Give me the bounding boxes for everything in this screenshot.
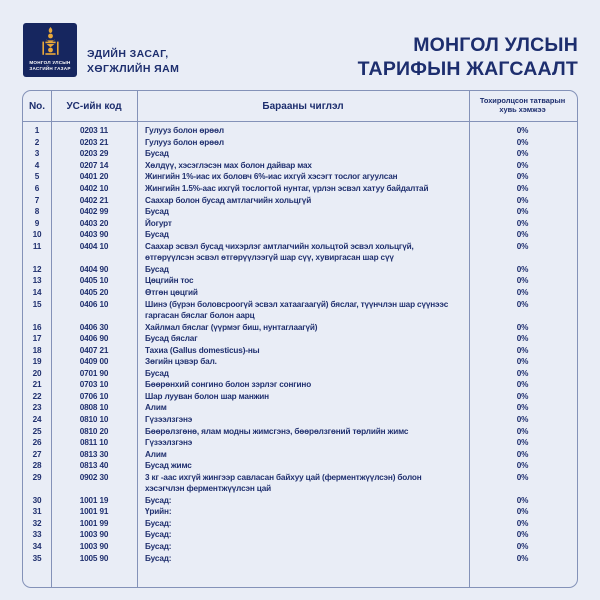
cell-rate: 0% [516, 276, 529, 286]
cell-desc: Алим [145, 449, 167, 459]
cell-desc: Гулууз болон өрөөл [145, 137, 224, 147]
cell-no: 21 [32, 380, 42, 390]
cell-no: 18 [32, 345, 42, 355]
page-title-line1: МОНГОЛ УЛСЫН [413, 34, 578, 56]
cell-desc: Хайлмал бяслаг (үүрмэг биш, нунтаглаагүй) [145, 322, 318, 332]
table-row [23, 229, 577, 241]
cell-desc: Өтгөн цөцгий [145, 287, 198, 297]
cell-code: 0701 90 [79, 368, 109, 378]
table-row [23, 553, 577, 565]
cell-no: 29 [32, 472, 42, 482]
cell-desc: Шар лууван болон шар манжин [145, 391, 269, 401]
table-row [23, 391, 577, 403]
table-row [23, 125, 577, 137]
cell-no: 32 [32, 518, 42, 528]
cell-desc: Жингийн 1.5%-аас ихгүй тослогтой нунтаг, үрлэн эсвэл хатуу байдалтай [145, 184, 429, 194]
table-row [23, 506, 577, 518]
cell-rate: 0% [516, 368, 529, 378]
cell-code: 0203 11 [79, 126, 109, 136]
cell-code: 0811 10 [79, 438, 109, 448]
cell-desc: Цөцгийн тос [145, 276, 194, 286]
cell-rate: 0% [516, 207, 529, 217]
cell-rate: 0% [516, 426, 529, 436]
ministry-name-line2: ХӨГЖЛИЙН ЯАМ [87, 63, 180, 75]
table-row [23, 206, 577, 218]
cell-rate: 0% [516, 507, 529, 517]
cell-desc: Бусад: [145, 530, 172, 540]
table-row [23, 299, 577, 322]
column-header-code: УС-ийн код [66, 100, 122, 112]
cell-code: 1003 90 [79, 530, 109, 540]
cell-code: 0407 21 [79, 345, 109, 355]
cell-desc: Бөөрөнхий сонгино болон зэрлэг сонгино [145, 380, 312, 390]
cell-no: 1 [34, 126, 40, 136]
logo-caption [23, 60, 77, 72]
cell-rate: 0% [516, 160, 529, 170]
cell-code: 0810 20 [79, 426, 109, 436]
cell-rate: 0% [516, 391, 529, 401]
cell-code: 0404 90 [79, 264, 109, 274]
cell-no: 9 [34, 218, 40, 228]
cell-code: 1001 19 [79, 495, 109, 505]
table-row [23, 333, 577, 345]
cell-rate: 0% [516, 218, 529, 228]
cell-no: 25 [32, 426, 42, 436]
cell-no: 2 [34, 137, 40, 147]
cell-rate: 0% [516, 287, 529, 297]
cell-code: 0405 20 [79, 287, 109, 297]
table-row [23, 529, 577, 541]
cell-no: 27 [32, 449, 42, 459]
column-header-rate: Тохиролцсон татварын хувь хэмжээ [479, 96, 566, 114]
cell-no: 13 [32, 276, 42, 286]
table-row [23, 275, 577, 287]
cell-no: 14 [32, 287, 42, 297]
table-header [23, 91, 577, 122]
cell-rate: 0% [516, 299, 529, 309]
cell-no: 19 [32, 357, 42, 367]
cell-no: 10 [32, 230, 42, 240]
cell-rate: 0% [516, 149, 529, 159]
cell-rate: 0% [516, 553, 529, 563]
cell-no: 15 [32, 299, 42, 309]
cell-rate: 0% [516, 334, 529, 344]
cell-code: 0813 40 [79, 461, 109, 471]
government-logo [23, 23, 77, 77]
table-row [23, 322, 577, 334]
table-row [23, 414, 577, 426]
cell-rate: 0% [516, 195, 529, 205]
cell-code: 0706 10 [79, 391, 109, 401]
cell-no: 34 [32, 541, 42, 551]
cell-code: 1001 91 [79, 507, 109, 517]
table-row [23, 518, 577, 530]
cell-code: 0403 90 [79, 230, 109, 240]
cell-rate: 0% [516, 126, 529, 136]
cell-desc: Бусад жимс [145, 461, 192, 471]
cell-code: 0402 10 [79, 184, 109, 194]
table-row [23, 541, 577, 553]
table-row [23, 195, 577, 207]
cell-desc: Бусад бяслаг [145, 334, 198, 344]
cell-rate: 0% [516, 184, 529, 194]
cell-rate: 0% [516, 345, 529, 355]
cell-desc: Бусад [145, 264, 169, 274]
cell-no: 7 [34, 195, 40, 205]
logo-caption-line2: ЗАСГИЙН ГАЗАР [29, 66, 71, 72]
cell-code: 0406 10 [79, 299, 109, 309]
table-row [23, 241, 577, 264]
cell-desc: Шинэ (бүрэн боловсроогүй эсвэл хатаагаагүй) бяслаг, түүнчлэн шар сүүнээс гаргасан бяслаг болон аарц [145, 299, 449, 321]
cell-no: 11 [32, 241, 42, 251]
soyombo-icon [23, 26, 77, 58]
cell-no: 3 [34, 149, 40, 159]
cell-rate: 0% [516, 449, 529, 459]
cell-no: 4 [34, 160, 40, 170]
cell-desc: Зөгийн цэвэр бал. [145, 357, 217, 367]
cell-no: 30 [32, 495, 42, 505]
table-row [23, 218, 577, 230]
cell-no: 35 [32, 553, 42, 563]
cell-code: 0406 90 [79, 334, 109, 344]
cell-code: 0810 10 [79, 414, 109, 424]
cell-no: 5 [34, 172, 40, 182]
cell-code: 0203 29 [79, 149, 109, 159]
cell-code: 0406 30 [79, 322, 109, 332]
cell-desc: Бөөрөлзгөнө, ялам модны жимсгэнэ, бөөрөлзгөний төрлийн жимс [145, 426, 409, 436]
cell-desc: Алим [145, 403, 167, 413]
cell-code: 0405 10 [79, 276, 109, 286]
table-body [23, 122, 577, 587]
cell-no: 12 [32, 264, 42, 274]
table-row [23, 160, 577, 172]
cell-desc: Бусад [145, 230, 169, 240]
cell-rate: 0% [516, 230, 529, 240]
cell-rate: 0% [516, 241, 529, 251]
cell-rate: 0% [516, 380, 529, 390]
table-row [23, 460, 577, 472]
table-row [23, 426, 577, 438]
cell-no: 26 [32, 438, 42, 448]
table-row [23, 264, 577, 276]
cell-no: 16 [32, 322, 42, 332]
cell-rate: 0% [516, 518, 529, 528]
tariff-table [22, 90, 578, 588]
table-row [23, 287, 577, 299]
cell-rate: 0% [516, 357, 529, 367]
cell-code: 0703 10 [79, 380, 109, 390]
table-row [23, 368, 577, 380]
cell-no: 22 [32, 391, 42, 401]
cell-rate: 0% [516, 322, 529, 332]
cell-desc: Бусад: [145, 518, 172, 528]
cell-code: 0808 10 [79, 403, 109, 413]
table-row [23, 148, 577, 160]
cell-code: 0403 20 [79, 218, 109, 228]
table-row [23, 495, 577, 507]
cell-code: 0203 21 [79, 137, 109, 147]
cell-rate: 0% [516, 403, 529, 413]
cell-desc: Гулууз болон өрөөл [145, 126, 224, 136]
cell-desc: Бусад: [145, 541, 172, 551]
page-title [358, 33, 578, 81]
cell-rate: 0% [516, 461, 529, 471]
table-row [23, 345, 577, 357]
cell-desc: Бусад: [145, 553, 172, 563]
cell-desc: Гүзээлзгэнэ [145, 438, 193, 448]
cell-desc: Жингийн 1%-иас их боловч 6%-иас ихгүй хэсэгт тослог агуулсан [145, 172, 398, 182]
cell-code: 1005 90 [79, 553, 109, 563]
cell-no: 6 [34, 184, 40, 194]
cell-code: 0404 10 [79, 241, 109, 251]
cell-no: 33 [32, 530, 42, 540]
cell-code: 0409 00 [79, 357, 109, 367]
cell-rate: 0% [516, 172, 529, 182]
cell-no: 17 [32, 334, 42, 344]
cell-desc: Саахар болон бусад амтлагчийн хольцгүй [145, 195, 312, 205]
cell-code: 1003 90 [79, 541, 109, 551]
cell-code: 0401 20 [79, 172, 109, 182]
cell-desc: Бусад [145, 149, 169, 159]
table-row [23, 379, 577, 391]
cell-rate: 0% [516, 472, 529, 482]
cell-code: 0402 21 [79, 195, 109, 205]
cell-desc: Йогурт [145, 218, 172, 228]
table-row [23, 171, 577, 183]
cell-no: 23 [32, 403, 42, 413]
column-header-no: No. [28, 100, 46, 112]
cell-rate: 0% [516, 541, 529, 551]
cell-desc: Хөлдүү, хэсэглэсэн мах болон дайвар мах [145, 160, 312, 170]
table-row [23, 437, 577, 449]
cell-code: 0813 30 [79, 449, 109, 459]
cell-code: 0207 14 [79, 160, 109, 170]
cell-desc: Гүзээлзгэнэ [145, 414, 193, 424]
table-row [23, 137, 577, 149]
cell-no: 31 [32, 507, 42, 517]
cell-rate: 0% [516, 264, 529, 274]
table-row [23, 356, 577, 368]
cell-no: 28 [32, 461, 42, 471]
cell-code: 0402 99 [79, 207, 109, 217]
cell-rate: 0% [516, 438, 529, 448]
column-header-description: Барааны чиглэл [262, 100, 344, 112]
table-row [23, 183, 577, 195]
soyombo-icon-svg [42, 27, 59, 57]
table-row [23, 402, 577, 414]
cell-code: 0902 30 [79, 472, 109, 482]
table-row [23, 449, 577, 461]
cell-no: 8 [34, 207, 40, 217]
page-title-line2: ТАРИФЫН ЖАГСААЛТ [357, 58, 578, 80]
ministry-name [87, 47, 179, 77]
cell-desc: Тахиа (Gallus domesticus)-ны [145, 345, 260, 355]
cell-rate: 0% [516, 530, 529, 540]
cell-desc: Бусад [145, 207, 169, 217]
logo-caption-line1: МОНГОЛ УЛСЫН [29, 60, 71, 66]
cell-desc: 3 кг -аас ихгүй жингээр савласан байхуу цай (ферментжүүлсэн) болон хэсэгчлэн ферментжүүлсэн цай [145, 472, 422, 494]
table-row [23, 472, 577, 495]
cell-code: 1001 99 [79, 518, 109, 528]
cell-rate: 0% [516, 414, 529, 424]
cell-rate: 0% [516, 495, 529, 505]
ministry-name-line1: ЭДИЙН ЗАСАГ, [87, 48, 169, 60]
cell-no: 24 [32, 414, 42, 424]
cell-no: 20 [32, 368, 42, 378]
cell-desc: Бусад: [145, 495, 172, 505]
cell-rate: 0% [516, 137, 529, 147]
cell-desc: Бусад [145, 368, 169, 378]
cell-desc: Саахар эсвэл бусад чихэрлэг амтлагчийн хольцтой эсвэл хольцгүй, өтгөрүүлсэн эсвэл өтгөрүүлээгүй шар сүү, хувиргасан шар сүү [145, 241, 414, 263]
cell-desc: Үрийн: [145, 507, 172, 517]
